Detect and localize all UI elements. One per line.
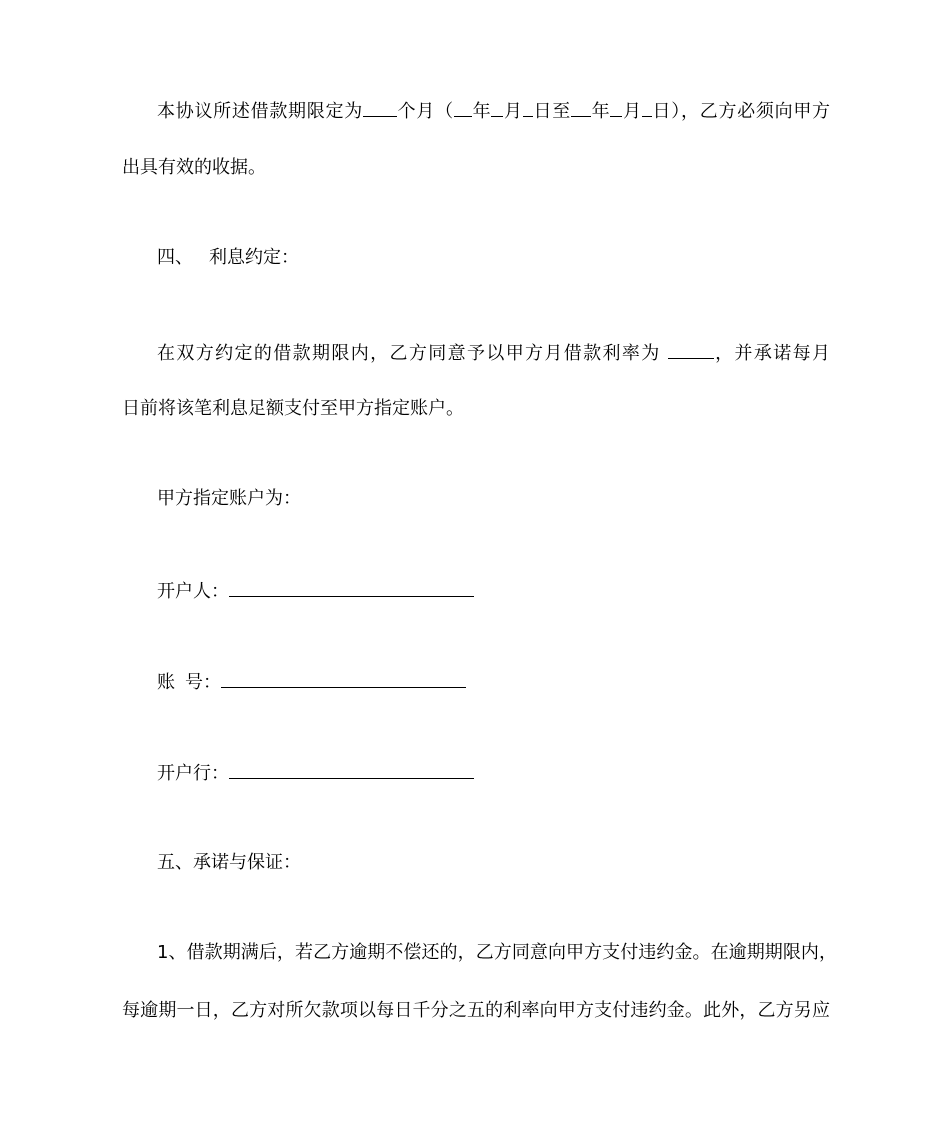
bank-label: 开户行： (157, 763, 229, 784)
account-intro: 甲方指定账户为： (157, 488, 301, 509)
bank-line (229, 760, 474, 779)
section-four-number: 四、 (157, 247, 193, 268)
loan-term-text-e: 日至 (532, 101, 571, 122)
account-number-label-b: 号： (185, 672, 221, 693)
months-blank (363, 98, 397, 117)
loan-term-continuation: 出具有效的收据。 (122, 157, 266, 178)
loan-term-text-d: 月 (503, 101, 523, 122)
account-holder-row (157, 578, 474, 604)
interest-paragraph (157, 340, 830, 366)
account-number-line (221, 669, 466, 688)
end-day-blank (642, 98, 652, 117)
section-four-heading (157, 246, 299, 270)
start-month-blank (491, 98, 503, 117)
account-holder-line (229, 578, 474, 597)
loan-term-text-h: 日），乙方必须向甲方 (651, 101, 831, 122)
loan-term-text-g: 月 (622, 101, 642, 122)
loan-term-text-f: 年 (590, 101, 611, 122)
account-number-label-a: 账 (157, 672, 175, 693)
end-month-blank (610, 98, 622, 117)
interest-text-b: ，并承诺每月 (713, 343, 830, 364)
interest-rate-blank (668, 340, 714, 359)
section-five-heading: 五、承诺与保证： (157, 852, 301, 873)
account-number-row (157, 669, 466, 695)
end-year-blank (571, 98, 591, 117)
bank-row (157, 760, 474, 786)
interest-text-a: 在双方约定的借款期限内，乙方同意予以甲方月借款利率为 (157, 343, 661, 364)
section-four-title: 利息约定： (209, 247, 299, 268)
start-year-blank (454, 98, 472, 117)
clause-one: 1、借款期满后，若乙方逾期不偿还的，乙方同意向甲方支付违约金。在逾期期限内， (157, 942, 837, 963)
loan-term-paragraph (157, 98, 830, 124)
loan-term-text-a: 本协议所述借款期限定为 (157, 101, 363, 122)
clause-one-continuation: 每逾期一日，乙方对所欠款项以每日千分之五的利率向甲方支付违约金。此外，乙方另应 (122, 1000, 830, 1021)
interest-continuation: 日前将该笔利息足额支付至甲方指定账户。 (122, 398, 464, 419)
loan-term-text-b: 个月（ (396, 101, 454, 122)
loan-term-text-c: 年 (471, 101, 492, 122)
start-day-blank (523, 98, 533, 117)
account-holder-label: 开户人： (157, 581, 229, 602)
